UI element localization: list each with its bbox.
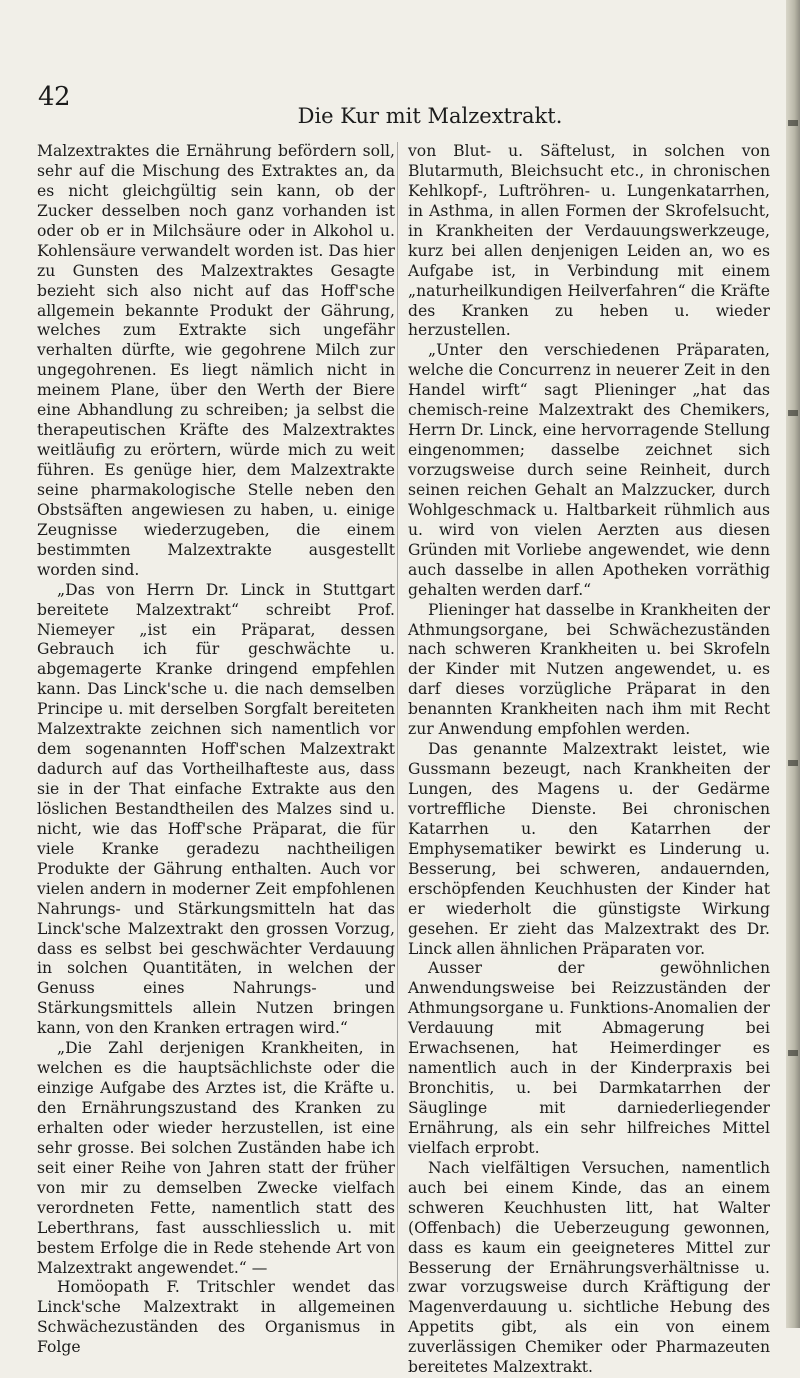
page-number: 42 — [38, 82, 71, 112]
paragraph: Plieninger hat dasselbe in Krankheiten der Athmungsorgane, bei Schwächezuständen nach schweren Krankheiten u. bei Skrofeln der Kinder mit Nutzen angewendet, u. es darf dieses vorzügliche Präparat in den benannten Krankheiten nach ihm mit Recht zur Anwendung empfohlen werden. — [408, 600, 770, 739]
paragraph: Ausser der gewöhnlichen Anwendungsweise bei Reizzuständen der Athmungsorgane u. Funktions-Anomalien der Verdauung mit Abmagerung bei Erwachsenen, hat Heimerdinger es namentlich auch in der Kinderpraxis bei Bronchitis, u. bei Darmkatarrhen der Säuglinge mit darniederliegender Ernährung, als ein sehr hilfreiches Mittel vielfach erprobt. — [408, 959, 770, 1157]
edge-mark — [788, 120, 798, 126]
edge-mark — [788, 760, 798, 766]
paragraph: Nach vielfältigen Versuchen, namentlich auch bei einem Kinde, das an einem schweren Keuchhusten litt, hat Walter (Offenbach) die Ueberzeugung gewonnen, dass es kaum ein geeigneteres Mittel zur Besserung der Ernährungsverhältnisse u. zwar vorzugsweise durch Kräftigung der Magenverdauung u. sichtliche Hebung des Appetits gibt, als ein von einem zuverlässigen Chemiker oder Pharmazeuten bereitetes Malzextrakt. — [408, 1158, 770, 1377]
paragraph: Homöopath F. Tritschler wendet das Linck'sche Malzextrakt in allgemeinen Schwächezuständen des Organismus in Folge — [37, 1278, 395, 1357]
paragraph: Malzextraktes die Ernährung befördern soll, sehr auf die Mischung des Extraktes an, da es nicht gleichgültig sein kann, ob der Zucker desselben noch ganz vorhanden ist oder ob er in Milchsäure oder in Alkohol u. Kohlensäure verwandelt worden ist. Das hier zu Gunsten des Malzextraktes Gesagte bezieht sich also nicht auf das Hoff'sche allgemein bekannte Produkt der Gährung, welches zum Extrakte sich ungefähr verhalten dürfte, wie gegohrene Milch zur ungegohrenen. Es liegt nämlich nicht in meinem Plane, über den Werth der Biere eine Abhandlung zu schreiben; ja selbst die therapeutischen Kräfte des Malzextraktes weitläufig zu erörtern, würde mich zu weit führen. Es genüge hier, dem Malzextrakte seine pharmakologische Stelle neben den Obstsäften angewiesen zu haben, u. einige Zeugnisse wiederzugeben, die einem bestimmten Malzextrakte ausgestellt worden sind. — [37, 142, 395, 579]
page-edge — [786, 0, 800, 1328]
column-divider — [397, 142, 398, 1292]
left-column — [37, 142, 395, 1358]
edge-mark — [788, 1050, 798, 1056]
paragraph: „Die Zahl derjenigen Krankheiten, in welchen es die hauptsächlichste oder die einzige Aufgabe des Arztes ist, die Kräfte u. den Ernährungszustand des Kranken zu erhalten oder wieder herzustellen, ist eine sehr grosse. Bei solchen Zuständen habe ich seit einer Reihe von Jahren statt der früher von mir zu demselben Zwecke vielfach verordneten Fette, namentlich statt des Leberthrans, fast ausschliesslich u. mit bestem Erfolge die in Rede stehende Art von Malzextrakt angewendet.“ — — [37, 1039, 395, 1277]
paragraph: von Blut- u. Säftelust, in solchen von Blutarmuth, Bleichsucht etc., in chronischen Kehlkopf-, Luftröhren- u. Lungenkatarrhen, in Asthma, in allen Formen der Skrofelsucht, in Krankheiten der Verdauungswerkzeuge, kurz bei allen denjenigen Leiden an, wo es Aufgabe ist, in Verbindung mit einem „naturheilkundigen Heilverfahren“ die Kräfte des Kranken zu heben u. wieder herzustellen. — [408, 142, 770, 340]
right-column — [408, 142, 770, 1378]
paragraph: Das genannte Malzextrakt leistet, wie Gussmann bezeugt, nach Krankheiten der Lungen, des Magens u. der Gedärme vortreffliche Dienste. Bei chronischen Katarrhen u. den Katarrhen der Emphysematiker bewirkt es Linderung u. Besserung, bei schweren, andauernden, erschöpfenden Keuchhusten der Kinder hat er wiederholt die günstigste Wirkung gesehen. Er zieht das Malzextrakt des Dr. Linck allen ähnlichen Präparaten vor. — [408, 740, 770, 958]
edge-mark — [788, 410, 798, 416]
running-title: Die Kur mit Malzextrakt. — [297, 104, 563, 128]
paragraph: „Das von Herrn Dr. Linck in Stuttgart bereitete Malzextrakt“ schreibt Prof. Niemeyer „ist ein Präparat, dessen Gebrauch ich für geschwächte u. abgemagerte Kranke dringend empfehlen kann. Das Linck'sche u. die nach demselben Principe u. mit derselben Sorgfalt bereiteten Malzextrakte zeichnen sich namentlich vor dem sogenannten Hoff'schen Malzextrakt dadurch auf das Vortheilhafteste aus, dass sie in der That einfache Extrakte aus den löslichen Bestandtheilen des Malzes sind u. nicht, wie das Hoff'sche Präparat, die für viele Kranke geradezu nachtheiligen Produkte der Gährung enthalten. Auch vor vielen andern in moderner Zeit empfohlenen Nahrungs- und Stärkungsmitteln hat das Linck'sche Malzextrakt den grossen Vorzug, dass es selbst bei geschwächter Verdauung in solchen Quantitäten, in welchen der Genuss eines Nahrungs- und Stärkungsmittels allein Nutzen bringen kann, von den Kranken ertragen wird.“ — [37, 580, 395, 1038]
paragraph: „Unter den verschiedenen Präparaten, welche die Concurrenz in neuerer Zeit in den Handel wirft“ sagt Plieninger „hat das chemisch-reine Malzextrakt des Chemikers, Herrn Dr. Linck, eine hervorragende Stellung eingenommen; dasselbe zeichnet sich vorzugsweise durch seine Reinheit, durch seinen reichen Gehalt an Malzzucker, durch Wohlgeschmack u. Haltbarkeit rühmlich aus u. wird von vielen Aerzten aus diesen Gründen mit Vorliebe angewendet, wie denn auch dasselbe in allen Apotheken vorräthig gehalten werden darf.“ — [408, 341, 770, 599]
